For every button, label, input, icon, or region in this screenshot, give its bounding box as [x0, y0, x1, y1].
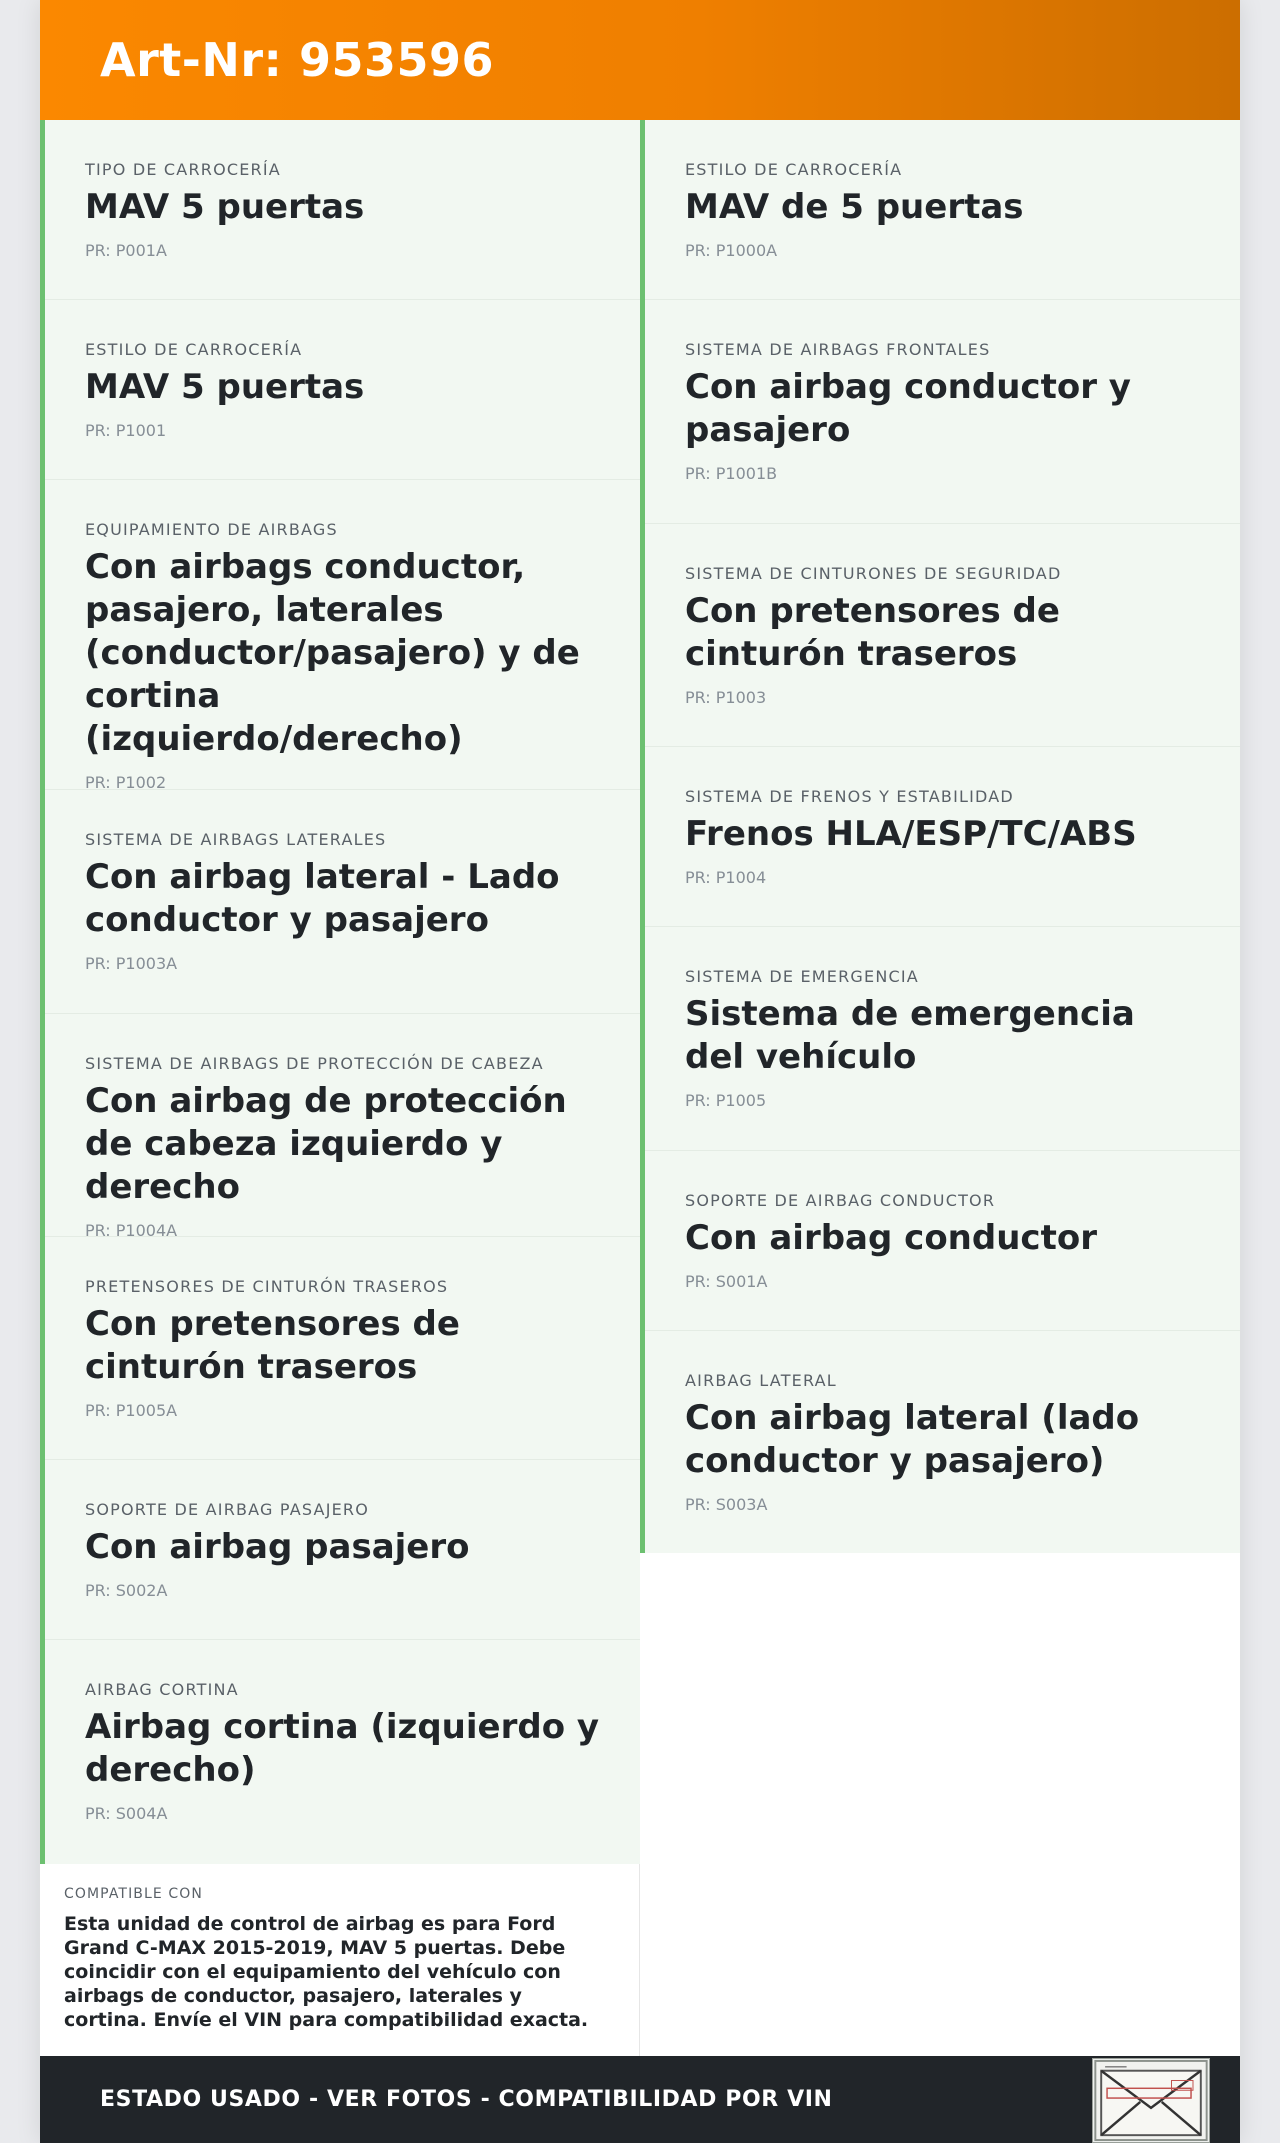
attribute-label: SISTEMA DE AIRBAGS FRONTALES [685, 340, 991, 359]
attribute-value: Con airbag pasajero [85, 1527, 470, 1567]
attribute-label: ESTILO DE CARROCERÍA [685, 160, 903, 179]
attribute-pr-code: PR: P1004 [685, 868, 767, 887]
attribute-cell [645, 120, 1240, 300]
attribute-value: Con airbag lateral - Lado conductor y pasajero [85, 857, 560, 940]
attribute-pr-code: PR: P1000A [685, 241, 778, 260]
attribute-value: Airbag cortina (izquierdo y derecho) [85, 1707, 600, 1790]
attribute-value: Con airbag de protección de cabeza izquierdo y derecho [85, 1081, 567, 1207]
attribute-label: SOPORTE DE AIRBAG CONDUCTOR [685, 1191, 996, 1210]
attribute-label: AIRBAG CORTINA [85, 1680, 239, 1699]
attribute-cell [45, 790, 640, 1014]
attribute-label: PRETENSORES DE CINTURÓN TRASEROS [85, 1277, 449, 1296]
attribute-value: Con airbag conductor y pasajero [685, 367, 1131, 450]
attribute-pr-code: PR: P1005 [685, 1091, 767, 1110]
attribute-value: Con airbag lateral (lado conductor y pasajero) [685, 1398, 1140, 1481]
attribute-cell [45, 300, 640, 480]
attribute-cell [645, 1151, 1240, 1331]
attribute-cell [645, 524, 1240, 747]
attribute-pr-code: PR: P1001B [685, 464, 778, 483]
attribute-pr-code: PR: P1003 [685, 688, 767, 707]
attribute-label: TIPO DE CARROCERÍA [85, 160, 281, 179]
attribute-label: SISTEMA DE AIRBAGS LATERALES [85, 830, 387, 849]
attribute-pr-code: PR: P1004A [85, 1221, 178, 1240]
attribute-pr-code: PR: S001A [685, 1272, 768, 1291]
attribute-pr-code: PR: P1001 [85, 421, 167, 440]
attribute-cell [645, 300, 1240, 524]
attribute-value: MAV 5 puertas [85, 187, 365, 227]
attribute-cell [45, 1460, 640, 1640]
attribute-label: EQUIPAMIENTO DE AIRBAGS [85, 520, 338, 539]
attribute-pr-code: PR: S002A [85, 1581, 168, 1600]
attribute-pr-code: PR: S003A [685, 1495, 768, 1514]
attribute-value: MAV de 5 puertas [685, 187, 1024, 227]
attribute-cell [645, 1331, 1240, 1553]
attribute-cell [45, 1014, 640, 1240]
compatibility-label: COMPATIBLE CON [64, 1886, 203, 1902]
attribute-cell [45, 120, 640, 300]
attribute-value: Frenos HLA/ESP/TC/ABS [685, 814, 1137, 854]
attribute-cell [45, 1640, 640, 1864]
attribute-cell [645, 747, 1240, 927]
attribute-label: ESTILO DE CARROCERÍA [85, 340, 303, 359]
compatibility-section [40, 1864, 640, 2056]
attribute-label: AIRBAG LATERAL [685, 1371, 837, 1390]
attribute-pr-code: PR: P1003A [85, 954, 178, 973]
header-bar [40, 0, 1240, 120]
attribute-pr-code: PR: P1002 [85, 773, 167, 792]
attribute-value: Con airbag conductor [685, 1218, 1097, 1258]
product-card [40, 0, 1240, 2143]
attribute-value: Sistema de emergencia del vehículo [685, 994, 1135, 1077]
attribute-label: SOPORTE DE AIRBAG PASAJERO [85, 1500, 370, 1519]
footer-status-text: ESTADO USADO - VER FOTOS - COMPATIBILIDAD POR VIN [100, 2087, 833, 2112]
article-number-title: Art-Nr: 953596 [100, 33, 495, 87]
attribute-value: Con pretensores de cinturón traseros [85, 1304, 460, 1387]
right-column [640, 120, 1240, 1553]
attribute-label: SISTEMA DE EMERGENCIA [685, 967, 919, 986]
attribute-cell [645, 927, 1240, 1151]
attribute-label: SISTEMA DE CINTURONES DE SEGURIDAD [685, 564, 1062, 583]
attribute-label: SISTEMA DE FRENOS Y ESTABILIDAD [685, 787, 1014, 806]
attribute-cell [45, 1237, 640, 1460]
compatibility-text: Esta unidad de control de airbag es para Ford Grand C-MAX 2015-2019, MAV 5 puertas. Debe coincidir con el equipamiento del vehículo con airbags de conductor, pasajero, laterales y cortina. Envíe el VIN para compatibilidad exacta. [64, 1913, 589, 2031]
envelope-stamp-icon [1092, 2058, 1210, 2143]
left-column [40, 120, 640, 1864]
attribute-value: Con pretensores de cinturón traseros [685, 591, 1060, 674]
footer-bar [40, 2056, 1240, 2143]
attribute-pr-code: PR: P001A [85, 241, 167, 260]
attribute-pr-code: PR: P1005A [85, 1401, 178, 1420]
attribute-value: Con airbags conductor, pasajero, laterales (conductor/pasajero) y de cortina (izquierdo/derecho) [85, 547, 580, 759]
attribute-cell [45, 480, 640, 790]
attribute-pr-code: PR: S004A [85, 1804, 168, 1823]
attribute-label: SISTEMA DE AIRBAGS DE PROTECCIÓN DE CABEZA [85, 1054, 544, 1073]
attribute-value: MAV 5 puertas [85, 367, 365, 407]
